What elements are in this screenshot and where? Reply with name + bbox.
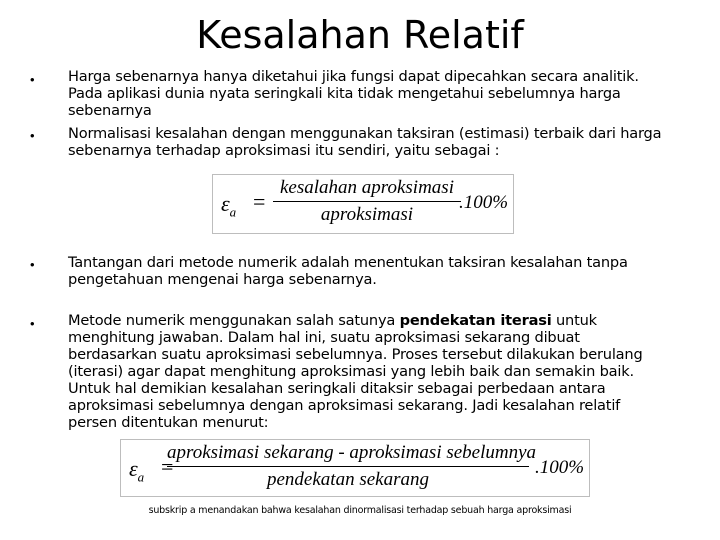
epsilon-symbol: $\varepsilon_a$ (221, 191, 237, 220)
formula-denominator: pendekatan sekarang (267, 469, 429, 490)
formula-denominator: aproksimasi (320, 204, 414, 225)
formula-percent: .100% (459, 192, 509, 213)
equals-sign: = (253, 189, 266, 214)
bullet-marker: • (30, 316, 35, 331)
bullet-text-3: Tantangan dari metode numerik adalah menentukan taksiran kesalahan tanpa pengetahuan mengenai harga sebenarnya. (68, 254, 628, 288)
iterative-error-formula (120, 439, 590, 497)
relative-error-formula (212, 174, 514, 234)
bold-term: pendekatan iterasi (399, 312, 552, 329)
fraction (273, 177, 461, 226)
formula-percent: .100% (535, 457, 585, 478)
formula-numerator: kesalahan aproksimasi (280, 177, 454, 198)
equals-sign: = (161, 454, 174, 479)
epsilon-symbol: $\varepsilon_a$ (129, 456, 145, 485)
bullet-text-1: Harga sebenarnya hanya diketahui jika fungsi dapat dipecahkan secara analitik. Pada aplikasi dunia nyata seringkali kita tidak mengetahui sebelumnya harga sebenarnya (68, 68, 639, 119)
bullet-text-2: Normalisasi kesalahan dengan menggunakan taksiran (estimasi) terbaik dari harga sebenarnya terhadap aproksimasi itu sendiri, yaitu sebagai : (68, 125, 662, 159)
bullet-marker: • (30, 72, 35, 87)
formula-numerator: aproksimasi sekarang - aproksimasi sebelumnya (167, 442, 537, 463)
fraction-bar (273, 201, 461, 202)
slide-title: Kesalahan Relatif (196, 13, 524, 57)
fraction (167, 442, 537, 491)
fraction-bar (167, 466, 529, 467)
bullet-marker: • (30, 257, 35, 272)
footnote: subskrip a menandakan bahwa kesalahan dinormalisasi terhadap sebuah harga aproksimasi (148, 505, 572, 516)
bullet-marker: • (30, 128, 35, 143)
bullet-text-4: Metode numerik menggunakan salah satunya pendekatan iterasi untuk menghitung jawaban. Dalam hal ini, suatu aproksimasi sekarang dibuat berdasarkan suatu aproksimasi sebelumnya. Proses tersebut dilakukan berulang (iterasi) agar dapat menghitung aproksimasi yang lebih baik dan semakin baik. Untuk hal demikian kesalahan seringkali ditaksir sebagai perbedaan antara aproksimasi sebelumnya dengan aproksimasi sekarang. Jadi kesalahan relatif persen ditentukan menurut: (68, 312, 643, 431)
